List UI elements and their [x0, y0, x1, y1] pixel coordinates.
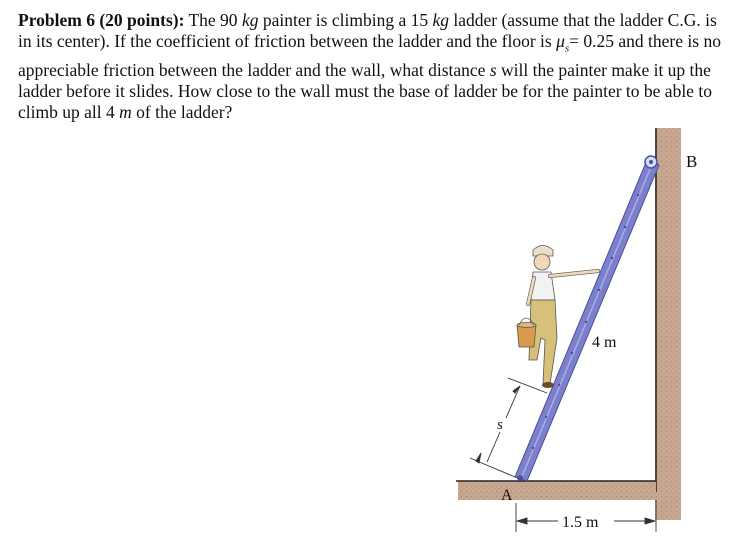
problem-text: Problem 6 (20 points): The 90 kg painter is climbing a 15 kg ladder (assume that the ladder C.G. is in its center). If the coefficient of friction between the ladder and the floor is $\mu_s= 0.25$ and there is no appreciable friction between the ladder and the wall, what distance s will the painter make it up the ladder before it slides. How close to the wall must the base of ladder be for the painter to be able to climb up all 4 m of the ladder? — [18, 10, 721, 122]
label-s: s — [497, 417, 503, 433]
label-b: B — [686, 152, 698, 171]
wall — [655, 128, 681, 520]
mu-symbol: μ — [556, 31, 565, 51]
problem-heading: Problem 6 (20 points): — [18, 10, 185, 30]
floor — [458, 481, 656, 500]
base-distance-label: 1.5 m — [562, 514, 599, 531]
ladder-length-label: 4 m — [592, 334, 617, 351]
label-a: A — [501, 487, 513, 504]
base-pivot — [517, 475, 523, 481]
